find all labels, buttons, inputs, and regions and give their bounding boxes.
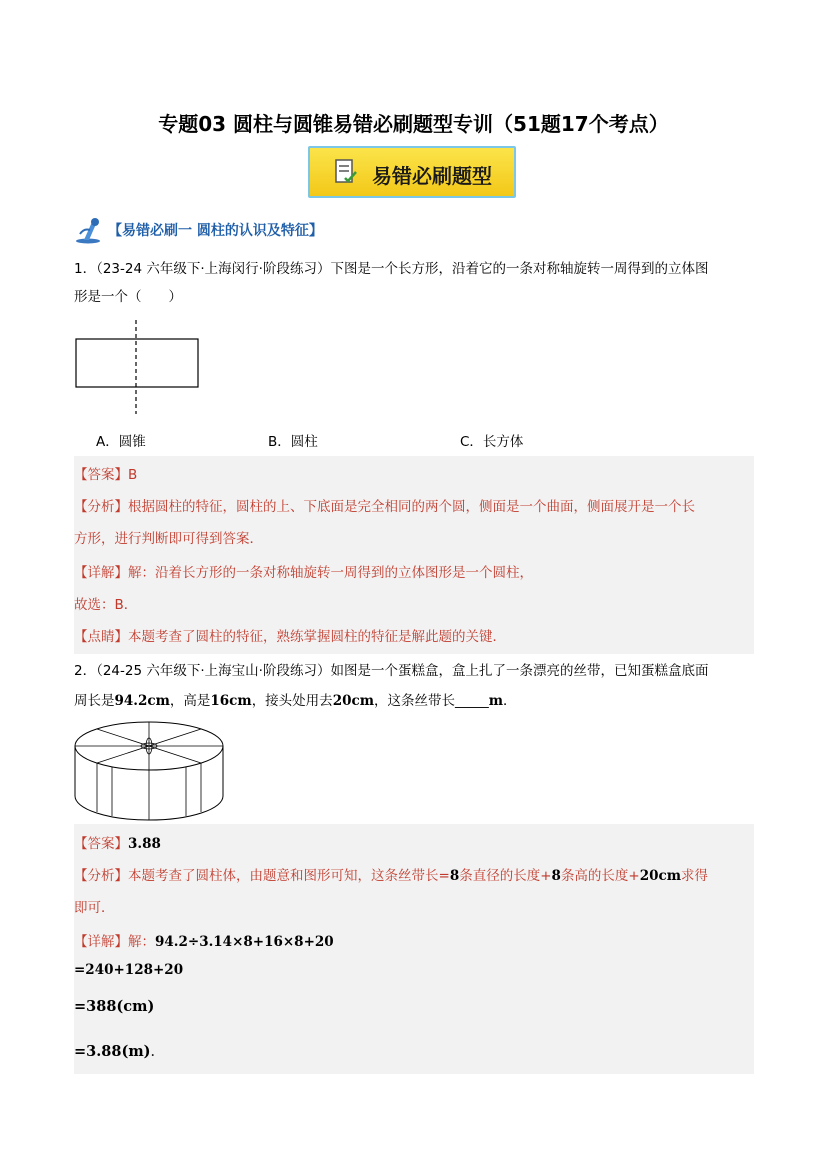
detail-1: 【详解】解：沿着长方形的一条对称轴旋转一周得到的立体图形是一个圆柱， bbox=[74, 565, 533, 581]
analysis-1-line2: 方形，进行判断即可得到答案． bbox=[74, 531, 263, 547]
section-title: 【易错必刷一 圆柱的认识及特征】 bbox=[108, 223, 323, 239]
analysis-2-line1: 【分析】本题考查了圆柱体，由题意和图形可知，这条丝带长=8条直径的长度+8条高的长度+20cm求得 bbox=[74, 868, 709, 884]
question-1-line1: 1．（23-24 六年级下·上海闵行·阶段练习）下图是一个长方形，沿着它的一条对称轴旋转一周得到的立体图 bbox=[74, 261, 709, 277]
detail-2: 【详解】解：94.2÷3.14×8+16×8+20 bbox=[74, 934, 334, 950]
banner bbox=[308, 146, 516, 198]
cake-box-figure bbox=[72, 718, 228, 822]
answer-2: 【答案】3.88 bbox=[74, 836, 161, 852]
question-2-line1: 2．（24-25 六年级下·上海宝山·阶段练习）如图是一个蛋糕盒，盒上扎了一条漂亮的丝带，已知蛋糕盒底面 bbox=[74, 663, 709, 679]
equation-line-2: =240+128+20 bbox=[74, 962, 184, 978]
page-title: 专题03 圆柱与圆锥易错必刷题型专训（51题17个考点） bbox=[158, 112, 669, 136]
equation-line-3: =388(cm) bbox=[74, 998, 155, 1015]
option-c: C．长方体 bbox=[460, 434, 524, 450]
question-2-line2: 周长是94.2cm，高是16cm，接头处用去20cm，这条丝带长_____m． bbox=[74, 693, 517, 709]
comment-1: 【点睛】本题考查了圆柱的特征，熟练掌握圆柱的特征是解此题的关键． bbox=[74, 629, 506, 645]
analysis-1-line1: 【分析】根据圆柱的特征，圆柱的上、下底面是完全相同的两个圆，侧面是一个曲面，侧面展开是一个长 bbox=[74, 499, 695, 515]
rectangle-figure bbox=[72, 318, 204, 416]
answer-1: 【答案】B bbox=[74, 467, 138, 483]
question-1-line2: 形是一个（ ） bbox=[74, 289, 182, 305]
choose-1: 故选：B． bbox=[74, 597, 138, 613]
checklist-icon bbox=[334, 158, 358, 186]
equation-line-4: =3.88(m)． bbox=[74, 1043, 166, 1060]
option-b: B．圆柱 bbox=[268, 434, 318, 450]
option-a: A．圆锥 bbox=[96, 434, 146, 450]
microscope-icon bbox=[74, 216, 106, 244]
banner-text: 易错必刷题型 bbox=[372, 164, 492, 188]
analysis-2-line2: 即可． bbox=[74, 900, 115, 916]
